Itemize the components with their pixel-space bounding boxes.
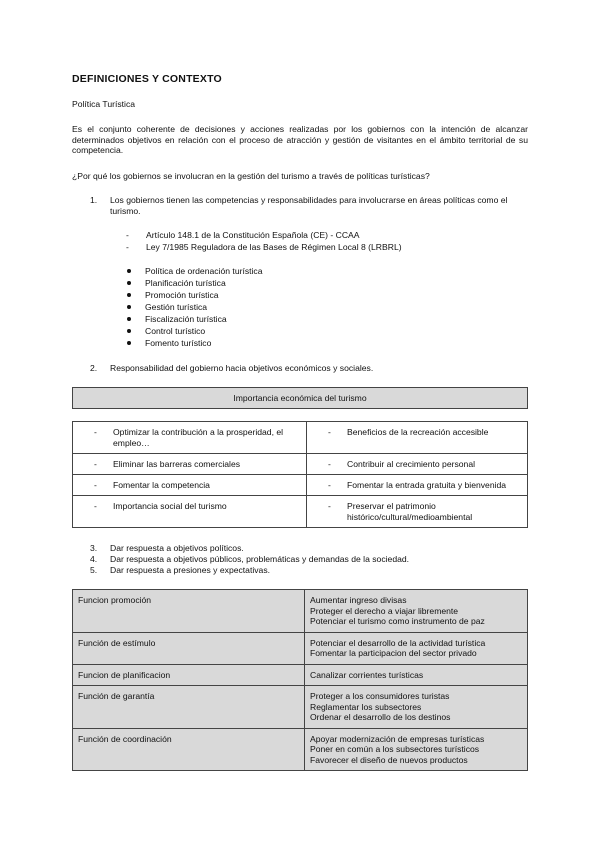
numbered-item-5 — [90, 565, 528, 576]
table-cell: - Preservar el patrimonio histórico/cultural/medioambiental — [307, 496, 528, 528]
numbered-item-2 — [90, 363, 528, 375]
table-row — [73, 664, 528, 686]
item-number: 4. — [90, 554, 98, 564]
item-text: Dar respuesta a presiones y expectativas. — [110, 565, 271, 575]
function-name: Funcion de planificacion — [73, 664, 305, 686]
function-items: Canalizar corrientes turísticas — [305, 664, 528, 686]
list-item: Control turístico — [127, 325, 427, 337]
item-number: 3. — [90, 543, 98, 553]
list-item: - Ley 7/1985 Reguladora de las Bases de Régimen Local 8 (LRBRL) — [126, 241, 526, 253]
table-cell: - Eliminar las barreras comerciales — [73, 454, 307, 475]
table-row — [73, 686, 528, 729]
function-items: Proteger a los consumidores turistas Reglamentar los subsectores Ordenar el desarrollo de los destinos — [305, 686, 528, 729]
table-row — [73, 454, 528, 475]
table-row — [73, 496, 528, 528]
item-number: 2. — [90, 363, 98, 373]
list-item: Gestión turística — [127, 301, 427, 313]
table-row — [73, 728, 528, 771]
numbered-item-3 — [90, 543, 528, 554]
subheading: Política Turística — [72, 99, 136, 109]
function-name: Funcion promoción — [73, 590, 305, 633]
function-items: Potenciar el desarrollo de la actividad turística Fomentar la participacion del sector privado — [305, 632, 528, 664]
economic-importance-header: Importancia económica del turismo — [72, 387, 528, 409]
function-name: Función de coordinación — [73, 728, 305, 771]
numbered-item-4 — [90, 554, 528, 565]
table-cell: - Fomentar la competencia — [73, 475, 307, 496]
item-number: 1. — [90, 195, 98, 205]
list-item: Fiscalización turística — [127, 313, 427, 325]
table-row — [73, 590, 528, 633]
list-item: - Artículo 148.1 de la Constitución Española (CE) - CCAA — [126, 229, 526, 241]
function-name: Función de estímulo — [73, 632, 305, 664]
question-text: ¿Por qué los gobiernos se involucran en la gestión del turismo a través de políticas turísticas? — [72, 171, 430, 181]
table-cell: - Contribuir al crecimiento personal — [307, 454, 528, 475]
function-name: Función de garantía — [73, 686, 305, 729]
item-text: Dar respuesta a objetivos políticos. — [110, 543, 244, 553]
list-item: Fomento turístico — [127, 337, 427, 349]
table-row — [73, 422, 528, 454]
item-number: 5. — [90, 565, 98, 575]
economic-table — [72, 421, 528, 528]
functions-table — [72, 589, 528, 771]
list-item: Política de ordenación turística — [127, 265, 427, 277]
list-item: Promoción turística — [127, 289, 427, 301]
item-text: Dar respuesta a objetivos públicos, problemáticas y demandas de la sociedad. — [110, 554, 410, 564]
function-items: Aumentar ingreso divisas Proteger el derecho a viajar libremente Potenciar el turismo como instrumento de paz — [305, 590, 528, 633]
page-title: DEFINICIONES Y CONTEXTO — [72, 73, 222, 85]
table-cell: - Fomentar la entrada gratuita y bienvenida — [307, 475, 528, 496]
law-list — [126, 229, 526, 253]
item-text: Responsabilidad del gobierno hacia objetivos económicos y sociales. — [110, 363, 374, 373]
list-item: Planificación turística — [127, 277, 427, 289]
function-items: Apoyar modernización de empresas turísticas Poner en común a los subsectores turísticos Favorecer el diseño de nuevos productos — [305, 728, 528, 771]
policy-list — [127, 265, 427, 349]
numbered-item-1 — [90, 195, 528, 219]
table-cell: - Optimizar la contribución a la prosperidad, el empleo… — [73, 422, 307, 454]
table-cell: - Importancia social del turismo — [73, 496, 307, 528]
table-row — [73, 475, 528, 496]
definition-paragraph: Es el conjunto coherente de decisiones y acciones realizadas por los gobiernos con la intención de alcanzar determinados objetivos en relación con el proceso de atracción y gestión de visitantes en el ámbito territorial de su competencia. — [72, 124, 528, 156]
table-cell: - Beneficios de la recreación accesible — [307, 422, 528, 454]
item-text: Los gobiernos tienen las competencias y responsabilidades para involucrarse en áreas políticas como el turismo. — [110, 195, 508, 216]
table-row — [73, 632, 528, 664]
